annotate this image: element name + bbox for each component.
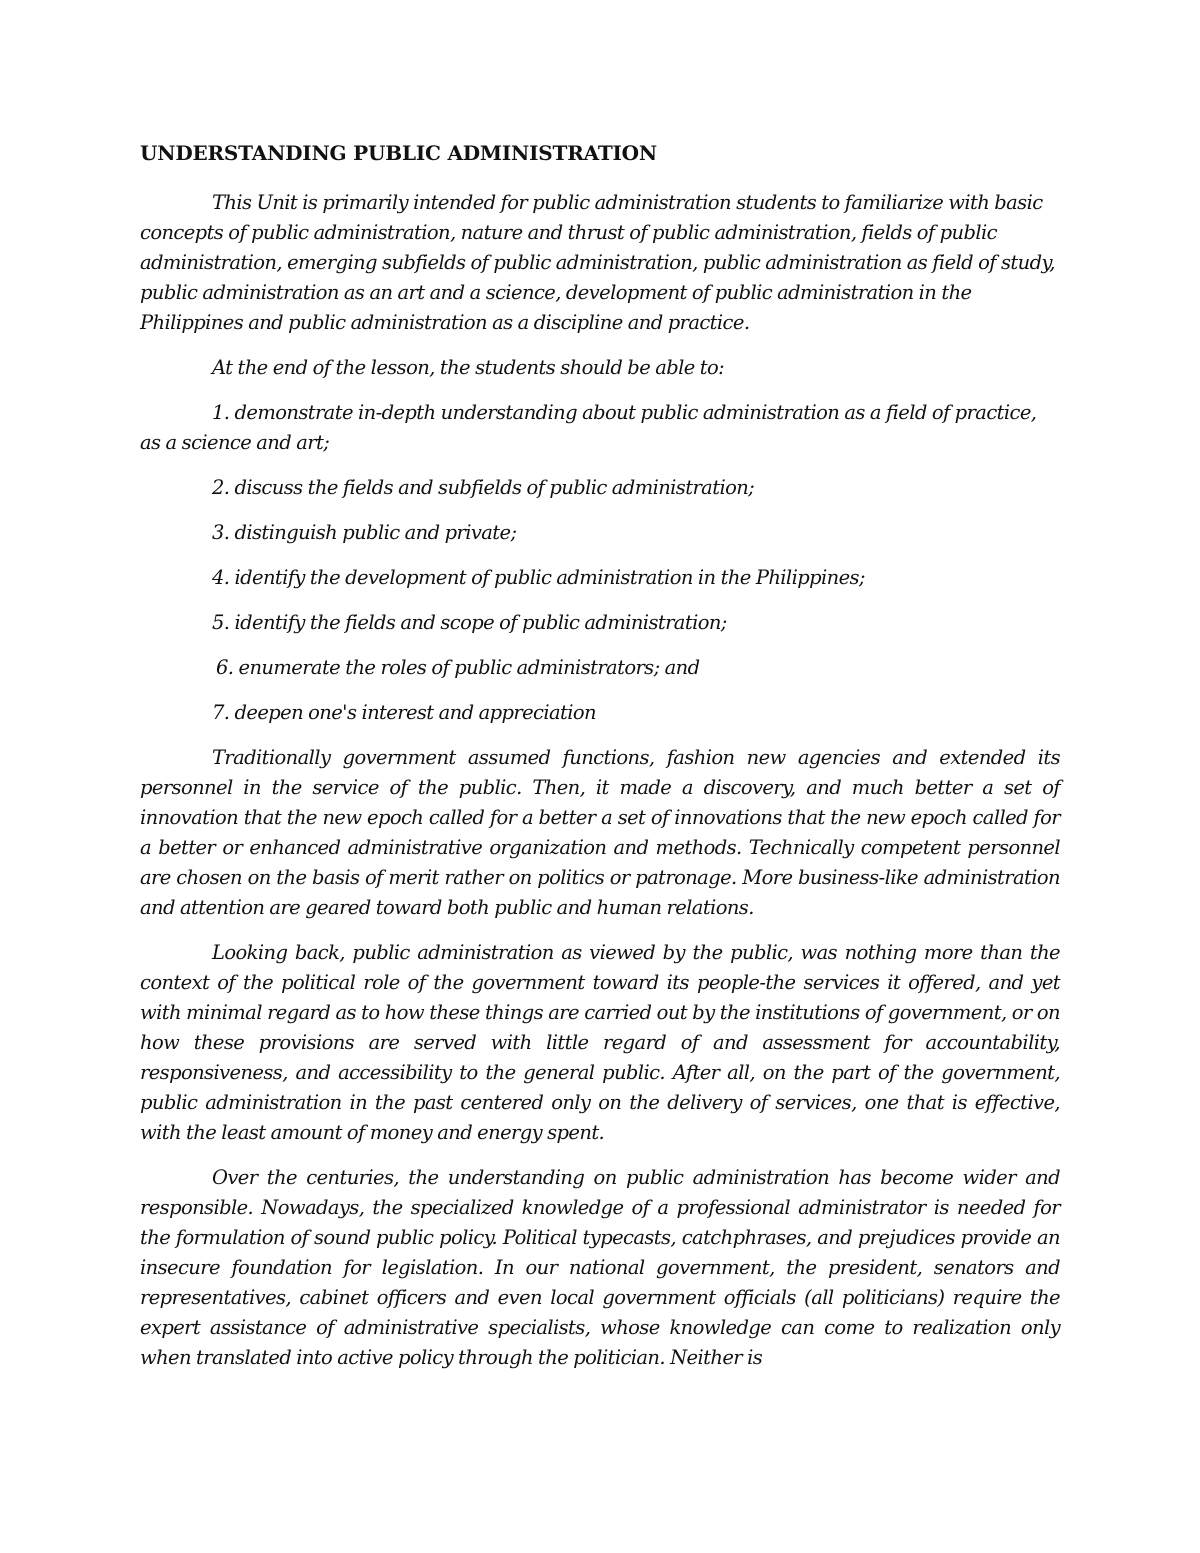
objective-item: 7. deepen one's interest and appreciation xyxy=(212,701,596,724)
intro-paragraph: This Unit is primarily intended for public administration students to familiarize with basic concepts of public administration, nature and thrust of public administration, fields of public administration, emerging subfields of public administration, public administration as field of study, public administration as an art and a science, development of public administration in the Philippines and public administration as a discipline and practice. xyxy=(140,191,1055,334)
body-paragraph: Over the centuries, the understanding on public administration has become wider and responsible. Nowadays, the specialized knowledge of a professional administrator is needed for the formulation of sound public policy. Political typecasts, catchphrases, and prejudices provide an insecure foundation for legislation. In our national government, the president, senators and representatives, cabinet officers and even local government officials (all politicians) require the expert assistance of administrative specialists, whose knowledge can come to realization only when translated into active policy through the politician. Neither is xyxy=(140,1166,1060,1369)
objective-item: 6. enumerate the roles of public administrators; and xyxy=(216,656,700,679)
objectives-list xyxy=(140,398,1060,728)
objectives-lead: At the end of the lesson, the students should be able to: xyxy=(212,356,725,379)
objective-item: 2. discuss the fields and subfields of public administration; xyxy=(212,476,755,499)
objective-item: 5. identify the fields and scope of public administration; xyxy=(212,611,727,634)
objective-item: 4. identify the development of public administration in the Philippines; xyxy=(212,566,865,589)
objective-item: 1. demonstrate in-depth understanding about public administration as a field of practice, as a science and art; xyxy=(140,401,1037,454)
document-page xyxy=(140,138,1060,1388)
body-paragraph: Traditionally government assumed functions, fashion new agencies and extended its personnel in the service of the public. Then, it made a discovery, and much better a set of innovation that the new epoch called for a better a set of innovations that the new epoch called for a better or enhanced administrative organization and methods. Technically competent personnel are chosen on the basis of merit rather on politics or patronage. More business-like administration and attention are geared toward both public and human relations. xyxy=(140,746,1060,919)
body-paragraph: Looking back, public administration as viewed by the public, was nothing more than the context of the political role of the government toward its people-the services it offered, and yet with minimal regard as to how these things are carried out by the institutions of government, or on how these provisions are served with little regard of and assessment for accountability, responsiveness, and accessibility to the general public. After all, on the part of the government, public administration in the past centered only on the delivery of services, one that is effective, with the least amount of money and energy spent. xyxy=(140,941,1060,1144)
objective-item: 3. distinguish public and private; xyxy=(212,521,517,544)
page-title: UNDERSTANDING PUBLIC ADMINISTRATION xyxy=(140,141,657,165)
